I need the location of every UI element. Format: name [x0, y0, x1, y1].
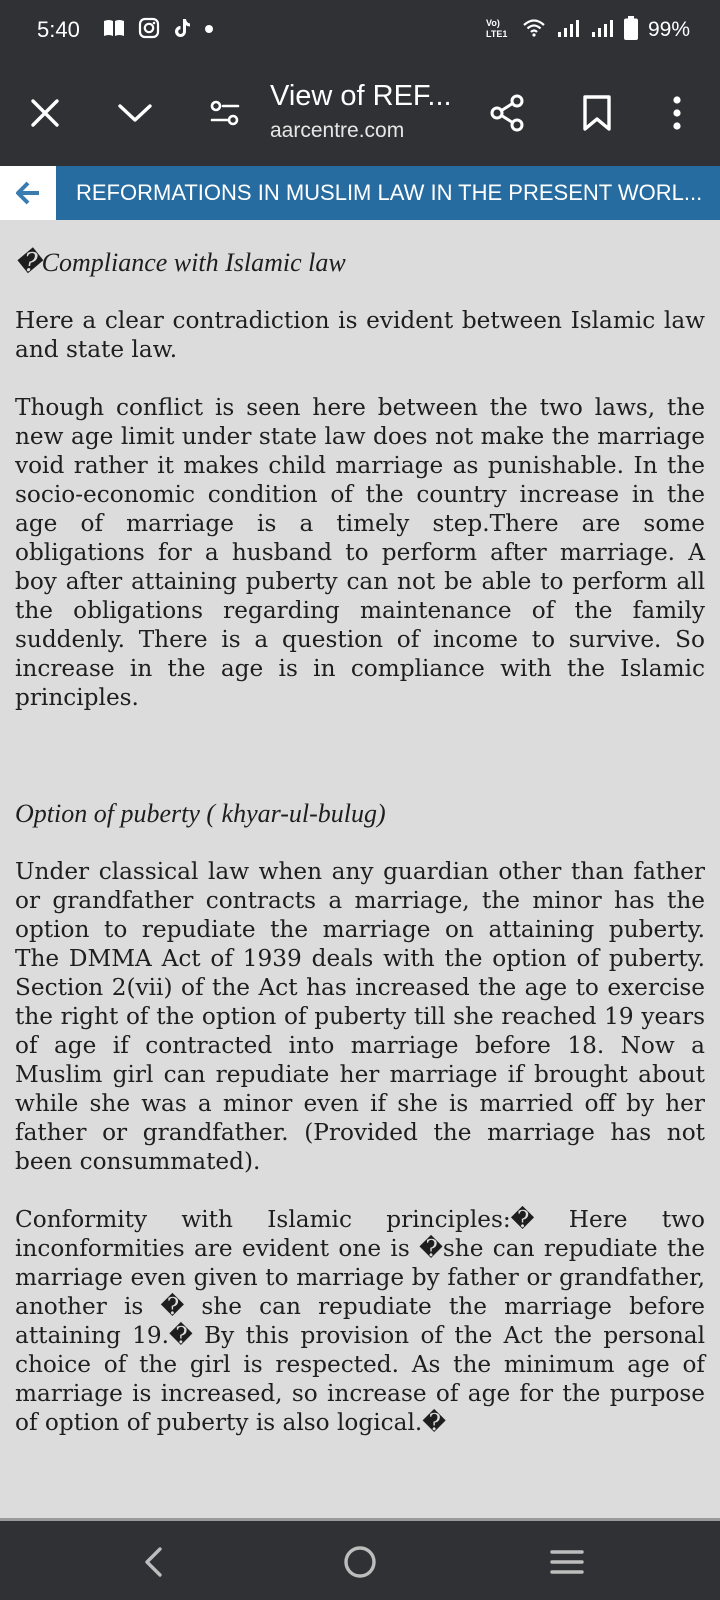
toolbar-title-area[interactable] — [270, 80, 460, 143]
paragraph: Though conflict is seen here between the two laws, the new age limit under state law does not make the marriage void rather it makes child marriage as punishable. In the socio-economic condition of the country increase in the age of marriage is a timely step.There are some obligations for a husband to perform after marriage. A boy after attaining puberty can not be able to perform all the obligations regarding maintenance of the family suddenly. There is a question of income to survive. So increase in the age is in compliance with the Islamic principles. — [15, 394, 705, 711]
expand-button[interactable] — [105, 60, 165, 166]
article-content — [15, 248, 705, 1466]
close-button[interactable] — [15, 60, 75, 166]
header-title-bar[interactable] — [56, 166, 720, 220]
chevron-down-icon — [117, 102, 153, 124]
home-icon — [343, 1545, 377, 1579]
svg-text:LTE1: LTE1 — [485, 28, 508, 39]
battery-percentage: 99% — [647, 18, 690, 41]
back-link[interactable] — [0, 166, 56, 220]
nav-home-button[interactable] — [320, 1521, 400, 1600]
page-title: View of REF... — [270, 80, 452, 112]
battery-icon — [624, 16, 638, 45]
paragraph: Here a clear contradiction is evident between Islamic law and state law. — [15, 307, 705, 363]
dot-icon — [204, 21, 214, 39]
status-time: 5:40 — [37, 17, 80, 42]
page-settings-button[interactable] — [195, 60, 255, 166]
section-heading: Option of puberty ( khyar-ul-bulug) — [15, 799, 386, 828]
back-icon — [142, 1546, 164, 1578]
wifi-icon — [522, 18, 546, 43]
bookmark-icon — [582, 94, 612, 132]
more-menu-button[interactable] — [647, 60, 707, 166]
system-nav-bar — [0, 1518, 720, 1600]
section-heading: �Compliance with Islamic law — [15, 248, 346, 277]
volte-icon — [484, 17, 512, 44]
status-bar — [0, 0, 720, 60]
browser-toolbar — [0, 60, 720, 166]
recents-icon — [550, 1549, 584, 1575]
spacer — [15, 741, 705, 799]
instagram-icon — [138, 17, 160, 44]
svg-text:Vo): Vo) — [485, 17, 500, 28]
paragraph: Conformity with Islamic principles:� Here two inconformities are evident one is �she can repudiate the marriage even given to marriage by father or grandfather, another is � she can repudiate the marriage before attaining 19.� By this provision of the Act the personal choice of the girl is respected. As the minimum age of marriage is increased, so increase of age for the purpose of option of puberty is also logical.� — [15, 1206, 705, 1436]
article-title: REFORMATIONS IN MUSLIM LAW IN THE PRESENT WORL... — [76, 180, 703, 205]
notification-icons — [102, 17, 214, 44]
bookmark-button[interactable] — [567, 60, 627, 166]
page-domain: aarcentre.com — [270, 119, 405, 142]
share-button[interactable] — [477, 60, 537, 166]
more-icon — [672, 96, 682, 130]
page-settings-icon — [209, 99, 241, 127]
paragraph: Under classical law when any guardian other than father or grandfather contracts a marriage, the minor has the option to repudiate the marriage on attaining puberty. The DMMA Act of 1939 deals with the option of puberty. Section 2(vii) of the Act has increased the age to exercise the right of the option of puberty till she reached 19 years of age if contracted into marriage before 18. Now a Muslim girl can repudiate her marriage if brought about while she was a minor even if she is married off by her father or grandfather. (Provided the marriage has not been consummated). — [15, 858, 705, 1175]
signal-icon — [590, 18, 614, 43]
signal-icon — [556, 18, 580, 43]
close-icon — [30, 98, 60, 128]
nav-recents-button[interactable] — [527, 1521, 607, 1600]
status-right — [484, 16, 690, 45]
nav-back-button[interactable] — [113, 1521, 193, 1600]
page-header — [0, 166, 720, 220]
tiktok-icon — [172, 17, 192, 44]
share-icon — [489, 94, 525, 132]
book-icon — [102, 18, 126, 43]
arrow-left-icon — [15, 181, 41, 205]
